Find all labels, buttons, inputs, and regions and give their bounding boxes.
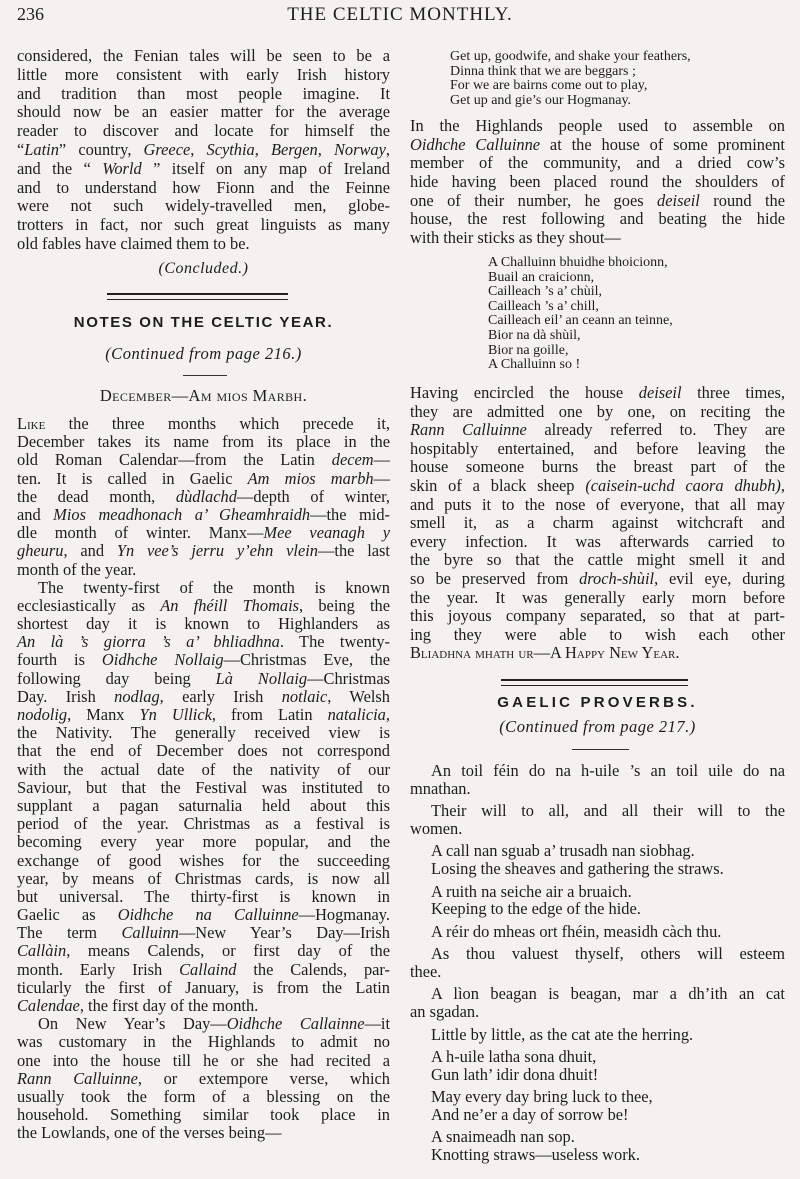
concluded-note: (Concluded.) <box>158 260 249 277</box>
italic-term: Am mios marbh <box>247 468 374 488</box>
text-line: December takes its name from its place in the <box>17 432 390 452</box>
text-line: A call nan sguab a’ trusadh nan siobhag. <box>431 841 695 861</box>
text-line: the byre so that the cattle might smell it and <box>410 550 785 570</box>
italic-term: Yn vee’s jerru y’ehn vlein <box>116 541 318 561</box>
text-line: Losing the sheaves and gathering the straws. <box>431 859 724 879</box>
text-line: hospitably entertained, and before leaving the <box>410 438 785 458</box>
encircled-paragraph <box>410 384 785 663</box>
proverb <box>410 945 785 981</box>
text-line: “Latin” country, Greece, Scythia, Bergen, Norway, <box>17 139 390 159</box>
text-line: Cailleach ’s a’ chùil, <box>488 284 603 300</box>
article-title: NOTES ON THE CELTIC YEAR. <box>73 314 334 331</box>
text-line: As thou valuest thyself, others will esteem <box>431 944 785 964</box>
text-line: old Roman Calendar—from the Latin decem— <box>17 450 390 470</box>
italic-term: Oidhche Calluinne <box>410 134 541 154</box>
italic-term: Bergen <box>270 139 318 159</box>
text-line: every infection. It was afterwards carried to <box>410 531 785 551</box>
paragraph-lines <box>410 117 785 248</box>
italic-term: nodlag <box>114 686 160 706</box>
proverb <box>410 1128 785 1164</box>
italic-term: Oidhche Callainne <box>226 1014 365 1034</box>
text-line: Knotting straws—useless work. <box>431 1145 640 1165</box>
text-line: household. Something similar took place in <box>17 1105 390 1125</box>
proverb <box>410 985 785 1021</box>
double-rule-divider <box>501 679 688 686</box>
italic-term: Callàin <box>17 941 67 961</box>
text-line: Cailleach eil’ an ceann an teinne, <box>488 313 673 329</box>
italic-term: deiseil <box>657 190 700 210</box>
text-line: member of the community, and a dried cow’s <box>410 153 785 173</box>
proverb <box>410 1026 785 1044</box>
proverb <box>410 762 785 798</box>
italic-term: (caisein-uchd caora dhubh) <box>585 475 781 495</box>
text-line: A ruith na seiche air a bruaich. <box>431 881 632 901</box>
text-line: that the end of December does not correspond <box>17 741 390 761</box>
paragraph-lines <box>410 384 785 663</box>
text-line: and Mios meadhonach a’ Gheamhraidh—the mid- <box>17 504 390 524</box>
italic-term: dùdlachd <box>175 486 237 506</box>
text-line: A snaimeadh nan sop. <box>431 1127 575 1147</box>
page-number: 236 <box>17 4 44 24</box>
italic-term: Mios meadhonach a’ Gheamhraidh <box>53 504 311 524</box>
text-line: were not such widely-travelled men, globe- <box>17 196 390 216</box>
paragraph <box>17 1015 390 1142</box>
text-line: ing they were able to wish each other <box>410 624 785 644</box>
text-line: with the actual date of the nativity of our <box>17 759 390 779</box>
text-line: Callàin, means Calends, or first day of the <box>17 941 390 961</box>
italic-term: World <box>102 158 142 178</box>
text-line: an sgadan. <box>410 1002 480 1022</box>
text-line: Get up, goodwife, and shake your feathers, <box>450 49 691 64</box>
text-line: An toil féin do na h-uile ’s an toil uile do na <box>431 761 785 780</box>
text-line: Cailleach ’s a’ chill, <box>488 298 599 314</box>
text-line: A lìon beagan is beagan, mar a dh’ith an cat <box>431 984 785 1004</box>
proverb <box>410 842 785 878</box>
text-line: so be preserved from droch-shùil, evil eye, during <box>410 568 785 588</box>
proverbs-list <box>410 762 785 1168</box>
text-line: was customary in the Highlands to admit no <box>17 1032 390 1052</box>
text-line: usually took the form of a blessing on the <box>17 1086 390 1106</box>
text-line: trotters in fact, nor such great linguists as many <box>17 215 390 235</box>
italic-term: Rann Calluinne <box>17 1068 138 1088</box>
text-line: ecclesiastically as An fhéill Thomais, being the <box>17 595 390 615</box>
text-line: exchange of good wishes for the succeeding <box>17 850 390 870</box>
text-line: Their will to all, and all their will to the <box>431 801 785 821</box>
intro-paragraph <box>17 47 390 254</box>
italic-term: nodolig <box>17 705 68 724</box>
proverb <box>410 883 785 919</box>
text-line: dle month of winter. Manx—Mee veanagh y <box>17 523 391 543</box>
proverb <box>410 1048 785 1084</box>
text-line: A h-uile latha sona dhuit, <box>431 1046 597 1066</box>
italic-term: Norway <box>333 139 386 159</box>
text-line: supplant a pagan saturnalia held about this <box>17 795 390 815</box>
text-line: ten. It is called in Gaelic Am mios marbh— <box>17 468 390 488</box>
text-line: one into the house till he or she had recited a <box>17 1050 390 1070</box>
text-line: month of the year. <box>17 559 137 579</box>
text-line: this joyous company separated, so that at part- <box>410 606 785 626</box>
gaelic-verse <box>488 256 673 373</box>
text-line <box>410 644 785 663</box>
text-line: Get up and gie’s our Hogmanay. <box>450 92 632 108</box>
text-line: Gun lath’ idir dona dhuit! <box>431 1064 599 1084</box>
text-line: Rann Calluinne already referred to. They are <box>410 420 785 440</box>
text-line: A Challuinn bhuidhe bhoicionn, <box>488 255 668 270</box>
text-line: mnathan. <box>410 778 471 798</box>
proverb <box>410 802 785 838</box>
text-line: women. <box>410 818 463 838</box>
text-line: Bior na goille, <box>488 342 569 358</box>
text-line: but universal. The thirty-first is known in <box>17 886 390 906</box>
text-line: month. Early Irish Callaind the Calends, par- <box>17 959 390 979</box>
text-line: house, the rest following and beating the hide <box>410 209 785 229</box>
italic-term: Oidhche Nollaig <box>101 650 224 670</box>
text-line: little more consistent with early Irish history <box>17 64 390 84</box>
italic-term: Mee veanagh y <box>263 523 391 543</box>
text-line: An là ’s giorra ’s a’ bhliadhna. The twenty- <box>17 632 390 652</box>
small-caps-text: Bliadhna mhath ur—A Happy New Year. <box>410 643 680 663</box>
text-line: ticularly the first of January, is from the Latin <box>17 977 390 997</box>
text-line: and to understand how Fionn and the Feinne <box>17 177 390 197</box>
italic-term: Greece <box>143 139 191 159</box>
text-line: The twenty-first of the month is known <box>38 577 390 597</box>
text-line: On New Year’s Day—Oidhche Callainne—it <box>38 1014 391 1034</box>
text-line: Oidhche Calluinne at the house of some prominent <box>410 134 785 154</box>
highlands-paragraph <box>410 117 785 248</box>
text-line: thee. <box>410 961 442 981</box>
text-line: considered, the Fenian tales will be seen to be a <box>17 46 390 65</box>
text-line: skin of a black sheep (caisein-uchd caora dhubh), <box>410 475 785 495</box>
text-line: Having encircled the house deiseil three times, <box>410 383 785 402</box>
italic-term: Rann Calluinne <box>410 420 527 440</box>
text-line: A réir do mheas ort fhéin, measidh càch thu. <box>431 921 722 941</box>
text-line: Keeping to the edge of the hide. <box>431 899 641 919</box>
text-line: gheuru, and Yn vee’s jerru y’ehn vlein—the last <box>17 541 390 561</box>
text-line: the Lowlands, one of the verses being— <box>17 1123 282 1143</box>
italic-term: Callaind <box>179 959 237 979</box>
article-title: GAELIC PROVERBS. <box>497 694 698 711</box>
continued-note: (Continued from page 216.) <box>105 344 302 363</box>
text-line: following day being Là Nollaig—Christmas <box>17 668 390 688</box>
text-line: In the Highlands people used to assemble on <box>410 116 785 135</box>
double-rule-divider <box>107 293 288 300</box>
text-line: Dinna think that we are beggars ; <box>450 63 636 79</box>
text-line: Gaelic as Oidhche na Calluinne—Hogmanay. <box>17 905 391 925</box>
verse-lines <box>450 50 691 108</box>
text-line: period of the year. Christmas as a festival is <box>17 814 390 834</box>
short-rule-divider <box>183 375 227 376</box>
paragraph-lines <box>17 47 390 254</box>
text-line: Like the three months which precede it, <box>17 414 390 433</box>
text-line: the year. It was generally early morn before <box>410 587 785 607</box>
italic-term: An là ’s giorra ’s a’ bhliadhna <box>17 632 280 652</box>
italic-term: droch-shùil <box>579 568 655 588</box>
text-line: A Challuinn so ! <box>488 357 581 373</box>
text-line: and the “ World ” itself on any map of Ireland <box>17 158 390 178</box>
text-line: fourth is Oidhche Nollaig—Christmas Eve, the <box>17 650 390 670</box>
text-line: shortest day it is known to Highlanders as <box>17 614 390 634</box>
continued-note: (Continued from page 217.) <box>499 717 696 736</box>
italic-term: Là Nollaig <box>215 668 308 688</box>
italic-term: Scythia <box>206 139 255 159</box>
text-line: For we are bairns come out to play, <box>450 78 648 94</box>
text-line: becoming every year more popular, and the <box>17 832 390 852</box>
text-line: should now be an easier matter for the average <box>17 102 390 122</box>
lowland-verse <box>450 50 691 108</box>
text-line: hide having been placed round the shoulders of <box>410 172 785 192</box>
italic-term: Calendae <box>17 996 80 1015</box>
text-line: May every day bring luck to thee, <box>431 1087 653 1107</box>
text-line: and tradition than most people imagine. It <box>17 83 390 103</box>
italic-term: Oidhche na Calluinne <box>117 905 299 925</box>
text-line: smell it, as a charm against witchcraft and <box>410 513 785 533</box>
text-line: and puts it to the nose of everyone, that all may <box>410 494 785 514</box>
italic-term: deiseil <box>638 383 682 402</box>
text-line: nodolig, Manx Yn Ullick, from Latin natalicia, <box>17 705 390 724</box>
text-line: Day. Irish nodlag, early Irish notlaic, Welsh <box>17 686 390 706</box>
article-body <box>17 415 390 1143</box>
text-line: The term Calluinn—New Year’s Day—Irish <box>17 923 390 943</box>
text-line: Bior na dà shùil, <box>488 327 581 343</box>
text-line: house someone burns the breast part of the <box>410 457 785 477</box>
proverb <box>410 1088 785 1124</box>
text-line: Calendae, the first day of the month. <box>17 996 259 1015</box>
paragraph <box>17 415 390 579</box>
text-line: Saviour, but that the Festival was instituted to <box>17 777 390 797</box>
text-line: old fables have claimed them to be. <box>17 233 250 253</box>
text-line: year, by means of Christmas cards, is now all <box>17 868 390 888</box>
italic-term: Yn Ullick <box>139 705 212 724</box>
section-heading: December—Am mios Marbh. <box>99 386 308 405</box>
text-line: the dead month, dùdlachd—depth of winter, <box>17 486 390 506</box>
italic-term: gheuru <box>17 541 64 561</box>
text-line: Buail an craicionn, <box>488 269 595 285</box>
small-caps-text: Like <box>17 414 46 433</box>
text-line: with their sticks as they shout— <box>410 228 621 248</box>
italic-term: An fhéill Thomais <box>160 595 300 615</box>
text-line: the Nativity. The generally received view is <box>17 723 390 743</box>
text-line: they are admitted one by one, on reciting the <box>410 401 785 421</box>
italic-term: notlaic <box>281 686 328 706</box>
proverb <box>410 923 785 941</box>
verse-lines <box>488 256 673 373</box>
italic-term: Calluinn <box>121 923 179 943</box>
short-rule-divider <box>572 749 629 750</box>
paragraph <box>17 579 390 1016</box>
text-line: one of their number, he goes deiseil round the <box>410 190 785 210</box>
running-header-title: THE CELTIC MONTHLY. <box>287 4 513 25</box>
text-line: reader to discover and locate for himself the <box>17 121 390 141</box>
text-line: And ne’er a day of sorrow be! <box>431 1104 629 1124</box>
italic-term: natalicia <box>327 705 386 724</box>
italic-term: Latin <box>24 139 59 159</box>
text-line: Little by little, as the cat ate the herring. <box>431 1024 694 1044</box>
text-line: Rann Calluinne, or extempore verse, which <box>17 1068 390 1088</box>
italic-term: decem <box>331 450 374 470</box>
